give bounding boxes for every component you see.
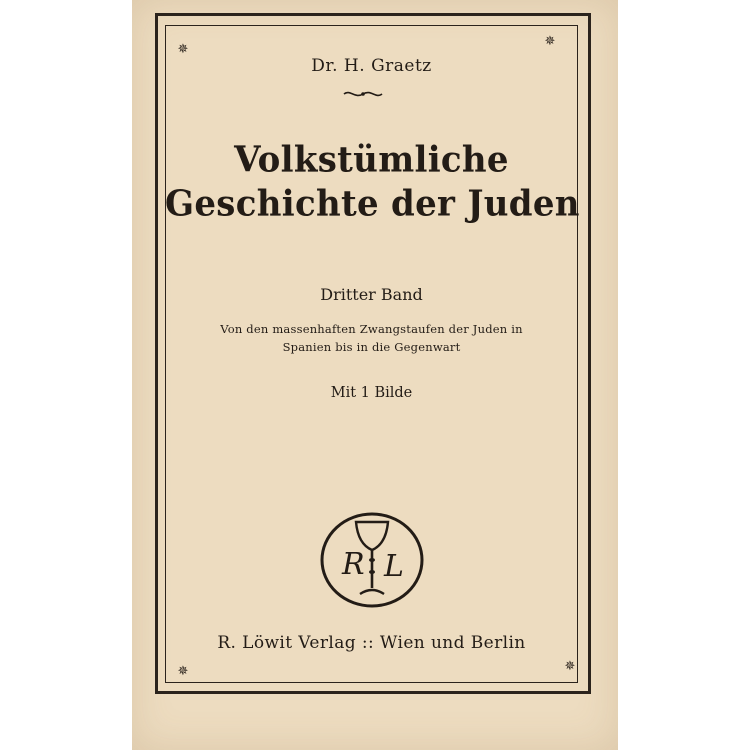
corner-star-icon-top-left: ✵ [177, 42, 189, 57]
subtitle-line-2: Spanien bis in die Gegenwart [282, 340, 461, 354]
book-title-line-1: Volkstümliche [234, 139, 509, 181]
corner-star-icon-bottom-right: ✵ [564, 659, 576, 674]
corner-star-icon-top-right: ✵ [544, 34, 556, 49]
svg-text:L: L [384, 549, 404, 584]
publisher-line: R. Löwit Verlag :: Wien und Berlin [217, 633, 526, 653]
book-title-line-2: Geschichte der Juden [165, 183, 580, 225]
volume-label: Dritter Band [320, 285, 423, 304]
subtitle-line-1: Von den massenhaften Zwangstaufen der Juden in [220, 322, 523, 336]
publisher-mark-chalice-emblem-icon [318, 510, 426, 610]
illustration-note: Mit 1 Bilde [330, 385, 413, 401]
flourish-ornament-icon [342, 88, 384, 100]
corner-star-icon-bottom-left: ✵ [177, 664, 189, 679]
author-name: Dr. H. Graetz [311, 56, 432, 76]
svg-text:R: R [342, 547, 365, 582]
